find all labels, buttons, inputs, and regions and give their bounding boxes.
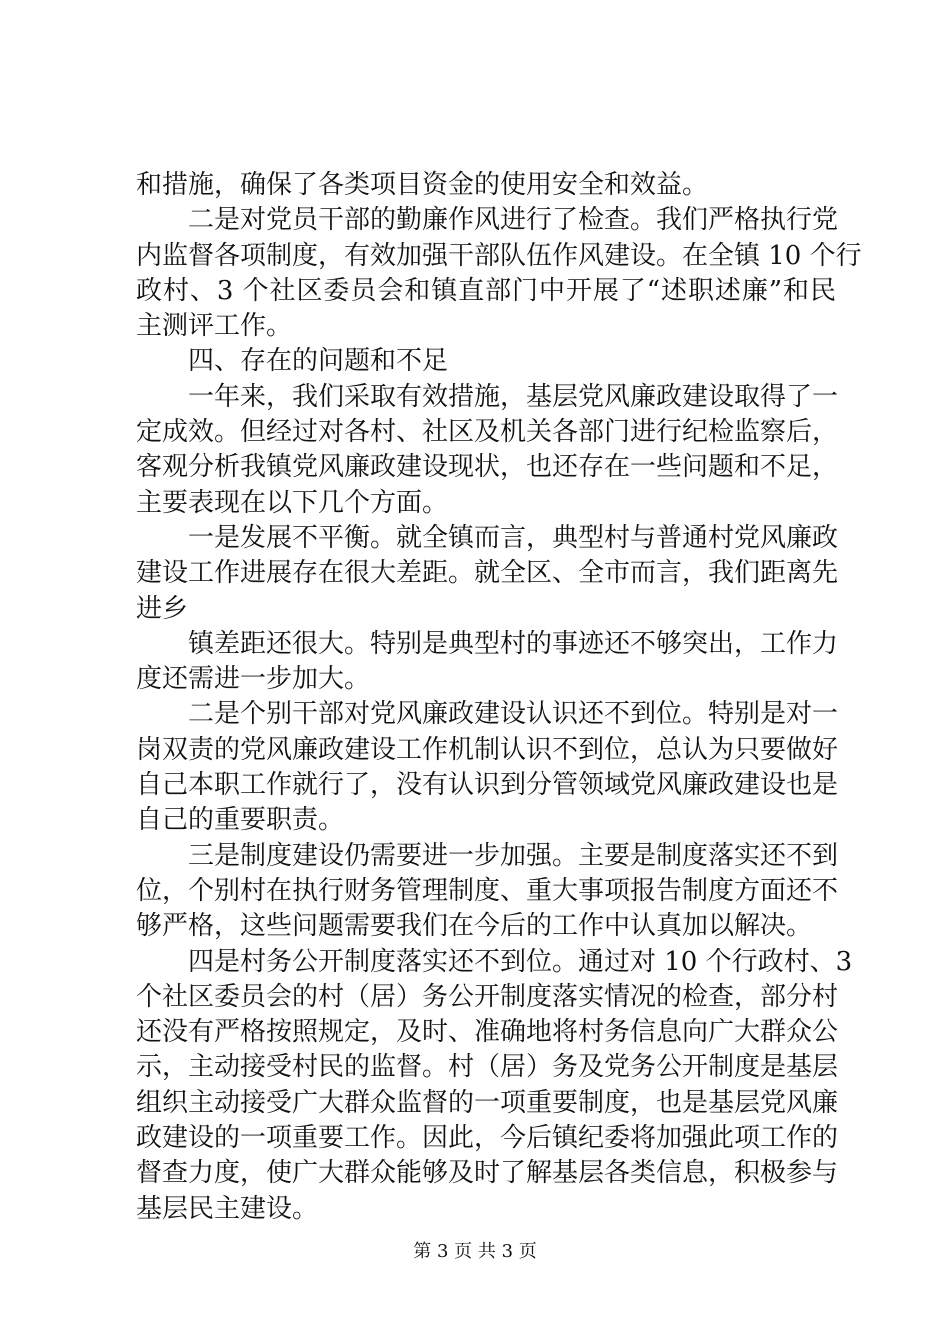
text-line: 自己本职工作就行了，没有认识到分管领域党风廉政建设也是: [136, 770, 839, 801]
text-line: 主要表现在以下几个方面。: [136, 487, 449, 518]
text-line: 进乡: [136, 593, 189, 624]
text-line: 四、存在的问题和不足: [188, 346, 449, 377]
text-line: 个社区委员会的村（居）务公开制度落实情况的检查，部分村: [136, 981, 839, 1012]
text-line: 定成效。但经过对各村、社区及机关各部门进行纪检监察后，: [136, 417, 839, 448]
text-line: 三是制度建设仍需要进一步加强。主要是制度落实还不到: [188, 840, 839, 871]
text-line: 还没有严格按照规定，及时、准确地将村务信息向广大群众公: [136, 1017, 839, 1048]
page-footer: 第 3 页 共 3 页: [413, 1241, 537, 1262]
text-line: 客观分析我镇党风廉政建设现状，也还存在一些问题和不足，: [136, 452, 839, 483]
text-line: 岗双责的党风廉政建设工作机制认识不到位，总认为只要做好: [136, 734, 839, 765]
text-line: 一年来，我们采取有效措施，基层党风廉政建设取得了一: [188, 381, 839, 412]
text-line: 组织主动接受广大群众监督的一项重要制度，也是基层党风廉: [136, 1087, 839, 1118]
text-line: 督查力度，使广大群众能够及时了解基层各类信息，积极参与: [136, 1158, 839, 1189]
text-line: 内监督各项制度，有效加强干部队伍作风建设。在全镇 10 个行: [136, 240, 862, 271]
text-line: 示，主动接受村民的监督。村（居）务及党务公开制度是基层: [136, 1052, 839, 1083]
text-line: 基层民主建设。: [136, 1193, 319, 1224]
document-body: [136, 168, 862, 1227]
text-line: 和措施，确保了各类项目资金的使用安全和效益。: [136, 170, 709, 200]
text-line: 镇差距还很大。特别是典型村的事迹还不够突出，工作力: [188, 628, 839, 659]
text-line: 建设工作进展存在很大差距。就全区、全市而言，我们距离先: [136, 558, 839, 589]
text-line: 政建设的一项重要工作。因此，今后镇纪委将加强此项工作的: [136, 1123, 839, 1154]
text-line: 一是发展不平衡。就全镇而言，典型村与普通村党风廉政: [188, 522, 839, 553]
text-line: 主测评工作。: [136, 311, 293, 342]
text-line: 够严格，这些问题需要我们在今后的工作中认真加以解决。: [136, 911, 813, 942]
text-line: 二是个别干部对党风廉政建设认识还不到位。特别是对一: [188, 699, 839, 730]
text-line: 二是对党员干部的勤廉作风进行了检查。我们严格执行党: [188, 205, 839, 236]
text-line: 政村、3 个社区委员会和镇直部门中开展了“述职述廉”和民: [136, 275, 836, 306]
text-line: 位，个别村在执行财务管理制度、重大事项报告制度方面还不: [136, 875, 839, 906]
text-line: 度还需进一步加大。: [136, 664, 371, 695]
text-line: 四是村务公开制度落实还不到位。通过对 10 个行政村、3: [188, 946, 853, 977]
text-line: 自己的重要职责。: [136, 805, 345, 836]
